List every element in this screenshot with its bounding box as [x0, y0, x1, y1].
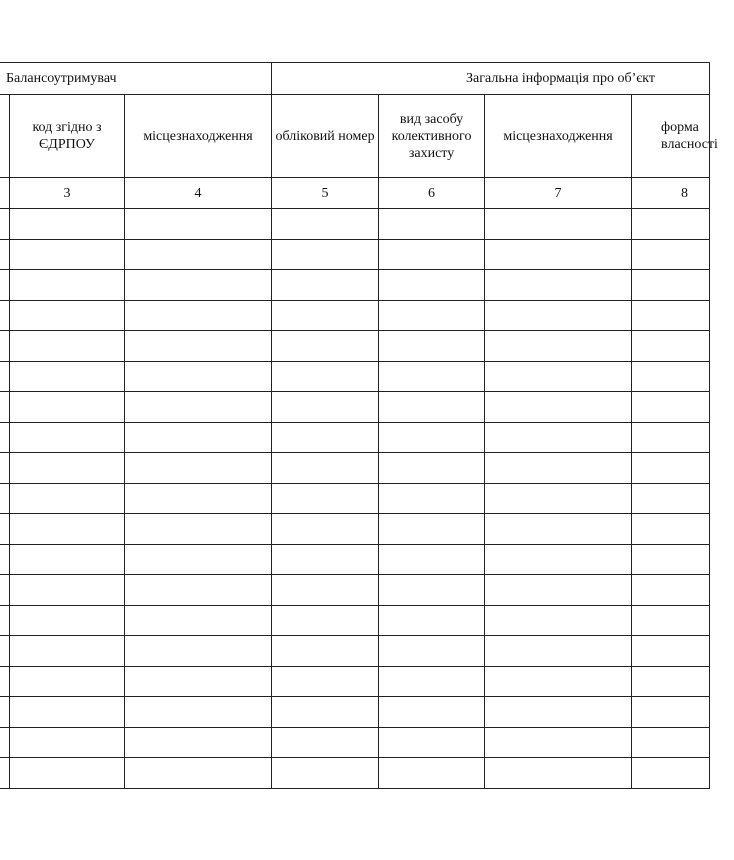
table-cell: [0, 361, 10, 392]
table-cell: [10, 544, 125, 575]
table-cell: [125, 514, 272, 545]
table-row: [0, 636, 710, 667]
table-cell: [125, 636, 272, 667]
object-info-group-header: Загальна інформація про об’єкт: [272, 63, 710, 95]
table-cell: [125, 331, 272, 362]
table-cell: [379, 544, 485, 575]
column-number-3: 3: [10, 178, 125, 209]
column-number-row: [0, 178, 710, 209]
table-cell: [485, 392, 632, 423]
table-cell: [632, 392, 710, 423]
table-cell: [379, 758, 485, 789]
table-cell: [125, 361, 272, 392]
table-cell: [125, 575, 272, 606]
header-protection-type: вид засобу колективного захисту: [379, 95, 485, 178]
header-location-object: місцезнаходження: [485, 95, 632, 178]
table-cell: [485, 636, 632, 667]
table-cell: [632, 575, 710, 606]
table-cell: [272, 392, 379, 423]
table-cell: [125, 758, 272, 789]
table-cell: [125, 453, 272, 484]
table-row: [0, 270, 710, 301]
header-account-number: обліковий номер: [272, 95, 379, 178]
table-cell: [125, 483, 272, 514]
column-number-8: [632, 178, 710, 209]
table-row: [0, 453, 710, 484]
column-number-6: 6: [379, 178, 485, 209]
table-cell: [0, 270, 10, 301]
table-cell: [272, 453, 379, 484]
table-cell: [379, 239, 485, 270]
table-row: [0, 209, 710, 240]
table-cell: [10, 758, 125, 789]
table-cell: [379, 361, 485, 392]
table-cell: [632, 361, 710, 392]
table-cell: [10, 209, 125, 240]
table-cell: [272, 605, 379, 636]
table-row: [0, 483, 710, 514]
table-cell: [0, 209, 10, 240]
table-cell: [0, 239, 10, 270]
table-row: [0, 575, 710, 606]
table-cell: [632, 270, 710, 301]
table-row: [0, 666, 710, 697]
table-row: [0, 392, 710, 423]
protective-structures-register-table: [0, 62, 718, 789]
table-cell: [632, 331, 710, 362]
table-row: [0, 727, 710, 758]
table-cell: [272, 209, 379, 240]
table-row: [0, 300, 710, 331]
table-cell: [272, 727, 379, 758]
column-number-7: 7: [485, 178, 632, 209]
table-cell: [632, 209, 710, 240]
table-cell: [125, 392, 272, 423]
table-cell: [485, 300, 632, 331]
table-cell: [272, 666, 379, 697]
table-cell: [0, 758, 10, 789]
table-cell: [10, 300, 125, 331]
header-ownership-form-text: форма власності: [661, 120, 718, 152]
table-cell: [10, 392, 125, 423]
column-header-row: [0, 95, 710, 178]
table-cell: [272, 544, 379, 575]
table-cell: [379, 453, 485, 484]
table-cell: [485, 514, 632, 545]
table-cell: [10, 514, 125, 545]
table-cell: [485, 758, 632, 789]
table-cell: [485, 270, 632, 301]
table-cell: [379, 483, 485, 514]
table-cell: [10, 331, 125, 362]
table-cell: [0, 544, 10, 575]
table-cell: [632, 544, 710, 575]
column-number-8-text: 8: [681, 185, 689, 201]
table-row: [0, 422, 710, 453]
table-cell: [10, 453, 125, 484]
table-cell: [272, 697, 379, 728]
table-cell: [125, 300, 272, 331]
table-cell: [0, 331, 10, 362]
table-cell: [379, 636, 485, 667]
table-cell: [632, 239, 710, 270]
table-cell: [10, 605, 125, 636]
table-cell: [379, 697, 485, 728]
table-cell: [272, 758, 379, 789]
table-cell: [0, 727, 10, 758]
table-cell: [632, 422, 710, 453]
table-cell: [125, 666, 272, 697]
table-cell: [272, 331, 379, 362]
table-row: [0, 544, 710, 575]
header-location-holder: місцезнаходження: [125, 95, 272, 178]
table-cell: [0, 666, 10, 697]
table-cell: [0, 575, 10, 606]
table-cell: [485, 727, 632, 758]
table-cell: [632, 453, 710, 484]
table-cell: [0, 422, 10, 453]
table-cell: [485, 361, 632, 392]
table-cell: [485, 453, 632, 484]
table-cell: [379, 575, 485, 606]
table-cell: [272, 270, 379, 301]
table-cell: [379, 209, 485, 240]
table-cell: [379, 727, 485, 758]
table-cell: [10, 636, 125, 667]
table-cell: [632, 483, 710, 514]
table-cell: [10, 239, 125, 270]
table-cell: [10, 422, 125, 453]
column-number-4: 4: [125, 178, 272, 209]
table-row: [0, 331, 710, 362]
table-cell: [485, 331, 632, 362]
table-cell: [0, 697, 10, 728]
table-cell: [485, 697, 632, 728]
table-cell: [379, 605, 485, 636]
table-cell: [0, 483, 10, 514]
header-ownership-form: [632, 95, 718, 178]
table-cell: [485, 575, 632, 606]
table-cell: [485, 605, 632, 636]
table-cell: [125, 605, 272, 636]
table-cell: [272, 239, 379, 270]
table-cell: [632, 727, 710, 758]
table-cell: [10, 727, 125, 758]
table-cell: [632, 666, 710, 697]
table-cell: [10, 697, 125, 728]
table-cell: [632, 758, 710, 789]
table-cell: [632, 514, 710, 545]
table-cell: [379, 514, 485, 545]
table-cell: [632, 605, 710, 636]
number-cell-clipped: [0, 178, 10, 209]
table-cell: [10, 361, 125, 392]
table-cell: [0, 392, 10, 423]
column-number-5: 5: [272, 178, 379, 209]
table-cell: [485, 666, 632, 697]
table-cell: [125, 544, 272, 575]
table-cell: [379, 422, 485, 453]
table-cell: [485, 239, 632, 270]
balance-holder-group-header: Балансоутримувач: [0, 63, 272, 95]
table-cell: [10, 575, 125, 606]
table-cell: [485, 209, 632, 240]
table-cell: [379, 666, 485, 697]
table-cell: [272, 361, 379, 392]
table-cell: [272, 514, 379, 545]
table-cell: [10, 270, 125, 301]
group-header-row: [0, 63, 710, 95]
table-cell: [272, 636, 379, 667]
table-cell: [125, 209, 272, 240]
table-cell: [485, 422, 632, 453]
table-cell: [0, 453, 10, 484]
table-cell: [379, 331, 485, 362]
table-cell: [379, 300, 485, 331]
table-cell: [10, 483, 125, 514]
table-row: [0, 697, 710, 728]
table-row: [0, 361, 710, 392]
table-cell: [485, 483, 632, 514]
table-cell: [272, 422, 379, 453]
table-cell: [125, 697, 272, 728]
table-cell: [272, 300, 379, 331]
table-cell: [125, 422, 272, 453]
table-cell: [272, 483, 379, 514]
table-cell: [125, 727, 272, 758]
table-cell: [632, 300, 710, 331]
table-cell: [125, 239, 272, 270]
table-cell: [379, 270, 485, 301]
table-cell: [0, 514, 10, 545]
table-row: [0, 605, 710, 636]
table-cell: [272, 575, 379, 606]
table-row: [0, 239, 710, 270]
table-cell: [0, 300, 10, 331]
table-cell: [632, 697, 710, 728]
table-cell: [10, 666, 125, 697]
header-edrpou: код згідно з ЄДРПОУ: [10, 95, 125, 178]
table-cell: [125, 270, 272, 301]
table-cell: [485, 544, 632, 575]
table-cell: [632, 636, 710, 667]
table-row: [0, 514, 710, 545]
header-cell-clipped: [0, 95, 10, 178]
table-row: [0, 758, 710, 789]
table-cell: [0, 636, 10, 667]
table-cell: [379, 392, 485, 423]
table-cell: [0, 605, 10, 636]
